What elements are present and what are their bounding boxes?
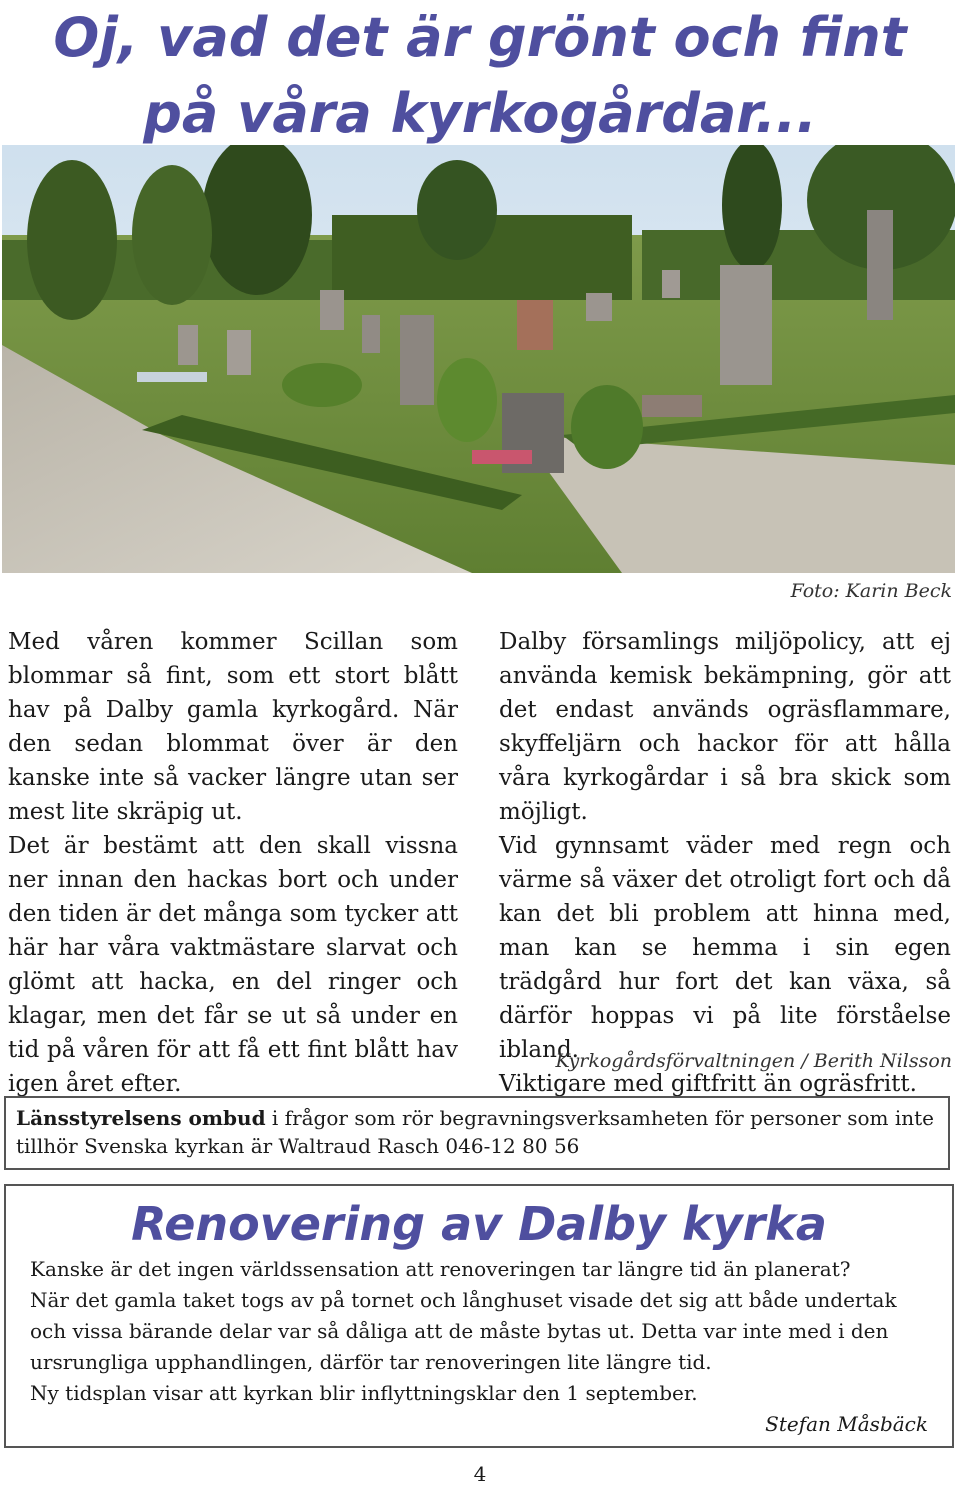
headline <box>0 0 960 152</box>
article-paragraph: Vid gynnsamt väder med regn och värme så växer det otroligt fort och då kan det bli problem att hinna med, man kan se hemma i sin egen trädgård hur fort det kan växa, så därför hoppas vi på lite förståelse ibland. <box>499 833 951 1063</box>
article-paragraph: Dalby församlings miljöpolicy, att ej använda kemisk bekämpning, gör att det endast används ogräsflammare, skyffeljärn och hackor för att hålla våra kyrkogårdar i så bra skick som möjligt. <box>499 629 951 825</box>
page-number: 4 <box>473 1462 487 1486</box>
ombud-lead: Länsstyrelsens ombud <box>16 1106 266 1130</box>
renovation-box <box>4 1184 954 1448</box>
renovation-paragraph: Kanske är det ingen världssensation att renoveringen tar längre tid än planerat? <box>30 1257 851 1281</box>
article-signature: Kyrkogårdsförvaltningen / Berith Nilsson <box>555 1050 952 1072</box>
article-paragraph: Viktigare med giftfritt än ogräsfritt. <box>499 1071 917 1097</box>
renovation-paragraph: Ny tidsplan visar att kyrkan blir inflyttningsklar den 1 september. <box>30 1381 698 1405</box>
ombud-text: i frågor som rör begravningsverksamheten för personer som inte tillhör Svenska kyrkan är Waltraud Rasch 046-12 80 56 <box>16 1106 934 1158</box>
article-paragraph: Det är bestämt att den skall vissna ner innan den hackas bort och under den tiden är det många som tycker att här har våra vaktmästare slarvat och glömt att hacka, en del ringer och klagar, men det får se ut så under en tid på våren för att få ett fint blått hav igen året efter. <box>8 833 458 1097</box>
ombud-info-box <box>4 1096 950 1170</box>
photo-credit: Foto: Karin Beck <box>790 580 952 602</box>
renovation-signature: Stefan Måsbäck <box>765 1412 928 1436</box>
churchyard-photo <box>2 145 955 573</box>
article-right-column <box>499 625 951 1101</box>
article-paragraph: Med våren kommer Scillan som blommar så fint, som ett stort blått hav på Dalby gamla kyrkogård. När den sedan blommat över är den kanske inte så vacker längre utan ser mest lite skräpig ut. <box>8 629 458 825</box>
renovation-title: Renovering av Dalby kyrka <box>131 1197 827 1251</box>
article-left-column <box>8 625 458 1101</box>
renovation-paragraph: När det gamla taket togs av på tornet och långhuset visade det sig att både undertak och vissa bärande delar var så dåliga att de måste bytas ut. Detta var inte med i den ursrungliga upphandlingen, därför tar renoveringen lite längre tid. <box>30 1288 897 1374</box>
renovation-body <box>30 1254 930 1409</box>
headline-line-1: Oj, vad det är grönt och fint <box>53 6 907 69</box>
headline-line-2: på våra kyrkogårdar... <box>143 82 817 145</box>
